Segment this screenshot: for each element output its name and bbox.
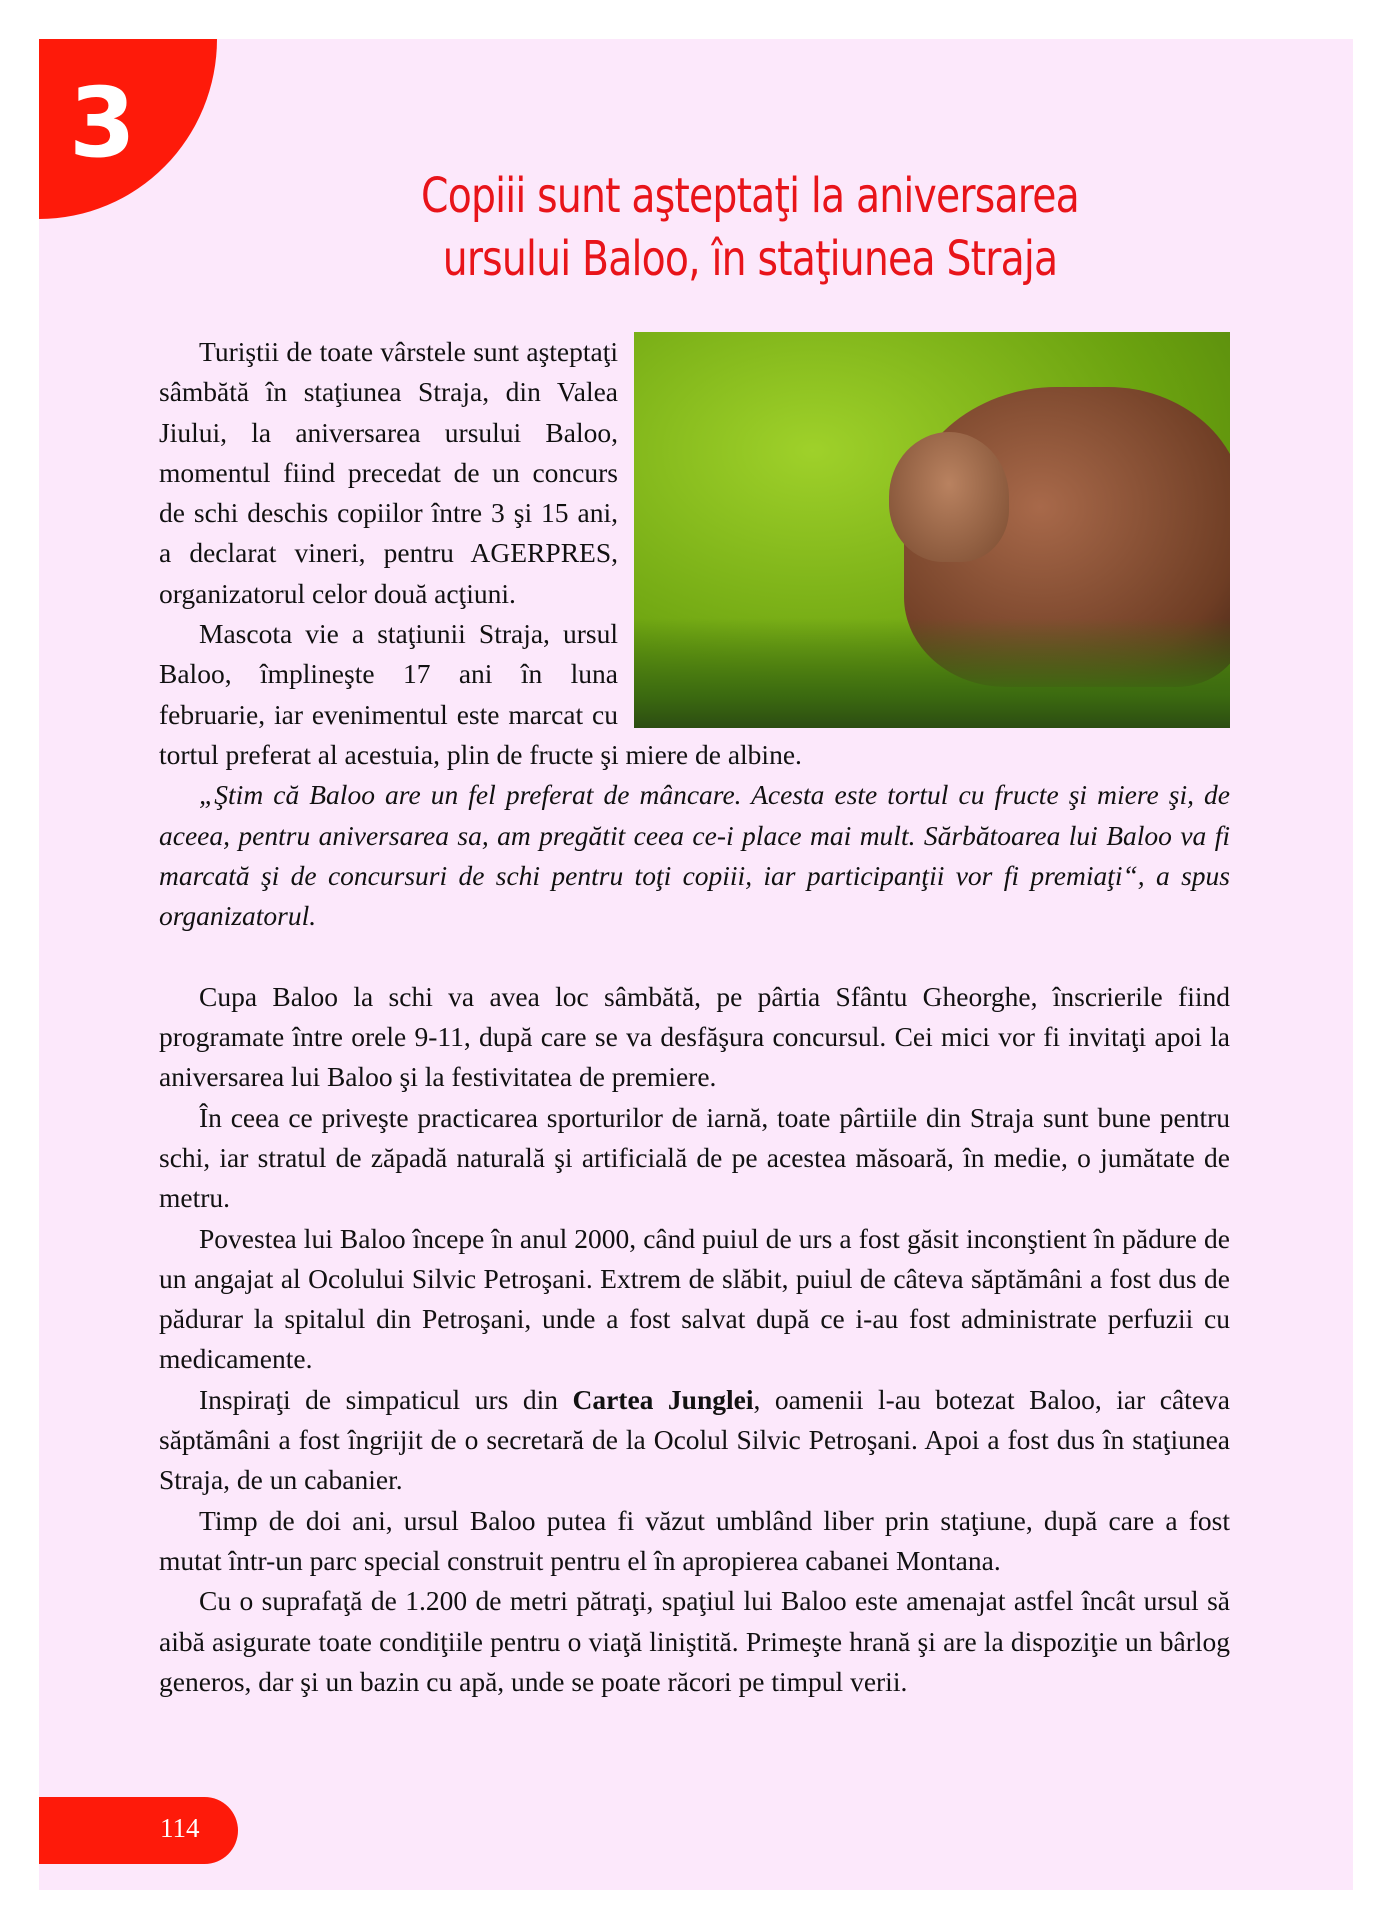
paragraph: Cu o suprafaţă de 1.200 de metri pătraţi, spaţiul lui Baloo este amenajat astfel încât ursul să aibă asigurate toate condiţiile pentru o viaţă liniştită. Primeşte hrană şi are la dispoziţie un bârlog generos, dar şi un bazin cu apă, unde se poate răcori pe timpul verii.	[159, 1585, 1230, 1697]
paragraph: În ceea ce priveşte practicarea sporturilor de iarnă, toate pârtiile din Straja sunt bune pentru schi, iar stratul de zăpadă naturală şi artificială de pe acestea măsoară, în medie, o jumătate de metru.	[159, 1101, 1230, 1214]
quote-paragraph: „Ştim că Baloo are un fel preferat de mâncare. Acesta este tortul cu fructe şi miere şi, de aceea, pentru aniversarea sa, am pregătit ceea ce-i place mai mult. Sărbătoarea lui Baloo va fi marcată şi de concursuri de schi pentru toţi copiii, iar participanţii vor fi premiaţi“, a spus organizatorul.	[159, 779, 1230, 932]
bear-photo	[634, 332, 1230, 728]
bear-head	[889, 432, 1009, 562]
page-number: 114	[160, 1813, 200, 1843]
paragraph: Mascota vie a staţiunii Straja, ursul Baloo, împlineşte 17 ani în luna februarie, iar evenimentul este marcat cu tortul preferat al acestuia, plin de fructe şi miere de albine.	[159, 618, 802, 770]
title-line-2: ursului Baloo, în staţiunea Straja	[442, 231, 1058, 287]
text: Inspiraţi de simpaticul urs din	[199, 1383, 573, 1415]
paragraph: Cupa Baloo la schi va avea loc sâmbătă, pe pârtia Sfântu Gheorghe, înscrierile fiind programate între orele 9-11, după care se va desfăşura concursul. Cei mici vor fi invitaţi apoi la aniversarea lui Baloo şi la festivitatea de premiere.	[159, 980, 1230, 1093]
book-title: Cartea Junglei	[572, 1383, 754, 1415]
grass	[634, 618, 1230, 728]
paragraph: Timp de doi ani, ursul Baloo putea fi văzut umblând liber prin staţiune, după care a fost mutat într-un parc special construit pentru el în apropierea cabanei Montana.	[159, 1504, 1230, 1576]
title-line-1: Copiii sunt aşteptaţi la aniversarea	[421, 168, 1079, 224]
article-body	[159, 332, 1230, 1702]
paragraph: Turiştii de toate vârstele sunt aşteptaţi sâmbătă în staţiunea Straja, din Valea Jiului, la aniversarea ursului Baloo, momentul fiind precedat de un concurs de schi deschis copiilor între 3 şi 15 ani, a declarat vineri, pentru AGERPRES, organizatorul celor două acţiuni.	[159, 336, 618, 609]
article-title	[260, 165, 1240, 291]
chapter-number: 3	[69, 67, 136, 179]
text: , oamenii l-au botezat Baloo, iar câteva săptămâni a fost îngrijit de o secretară de la Ocolul Silvic Petroşani. Apoi a fost dus în staţiunea Straja, de un cabanier.	[159, 1383, 1230, 1496]
page-number-tab	[39, 1797, 238, 1864]
paragraph-jungle-book	[159, 1380, 1230, 1501]
paragraph: Povestea lui Baloo începe în anul 2000, când puiul de urs a fost găsit inconştient în pădure de un angajat al Ocolului Silvic Petroşani. Extrem de slăbit, puiul de câteva săptămâni a fost dus de pădurar la spitalul din Petroşani, unde a fost salvat după ce i-au fost administrate perfuzii cu medicamente.	[159, 1222, 1230, 1375]
